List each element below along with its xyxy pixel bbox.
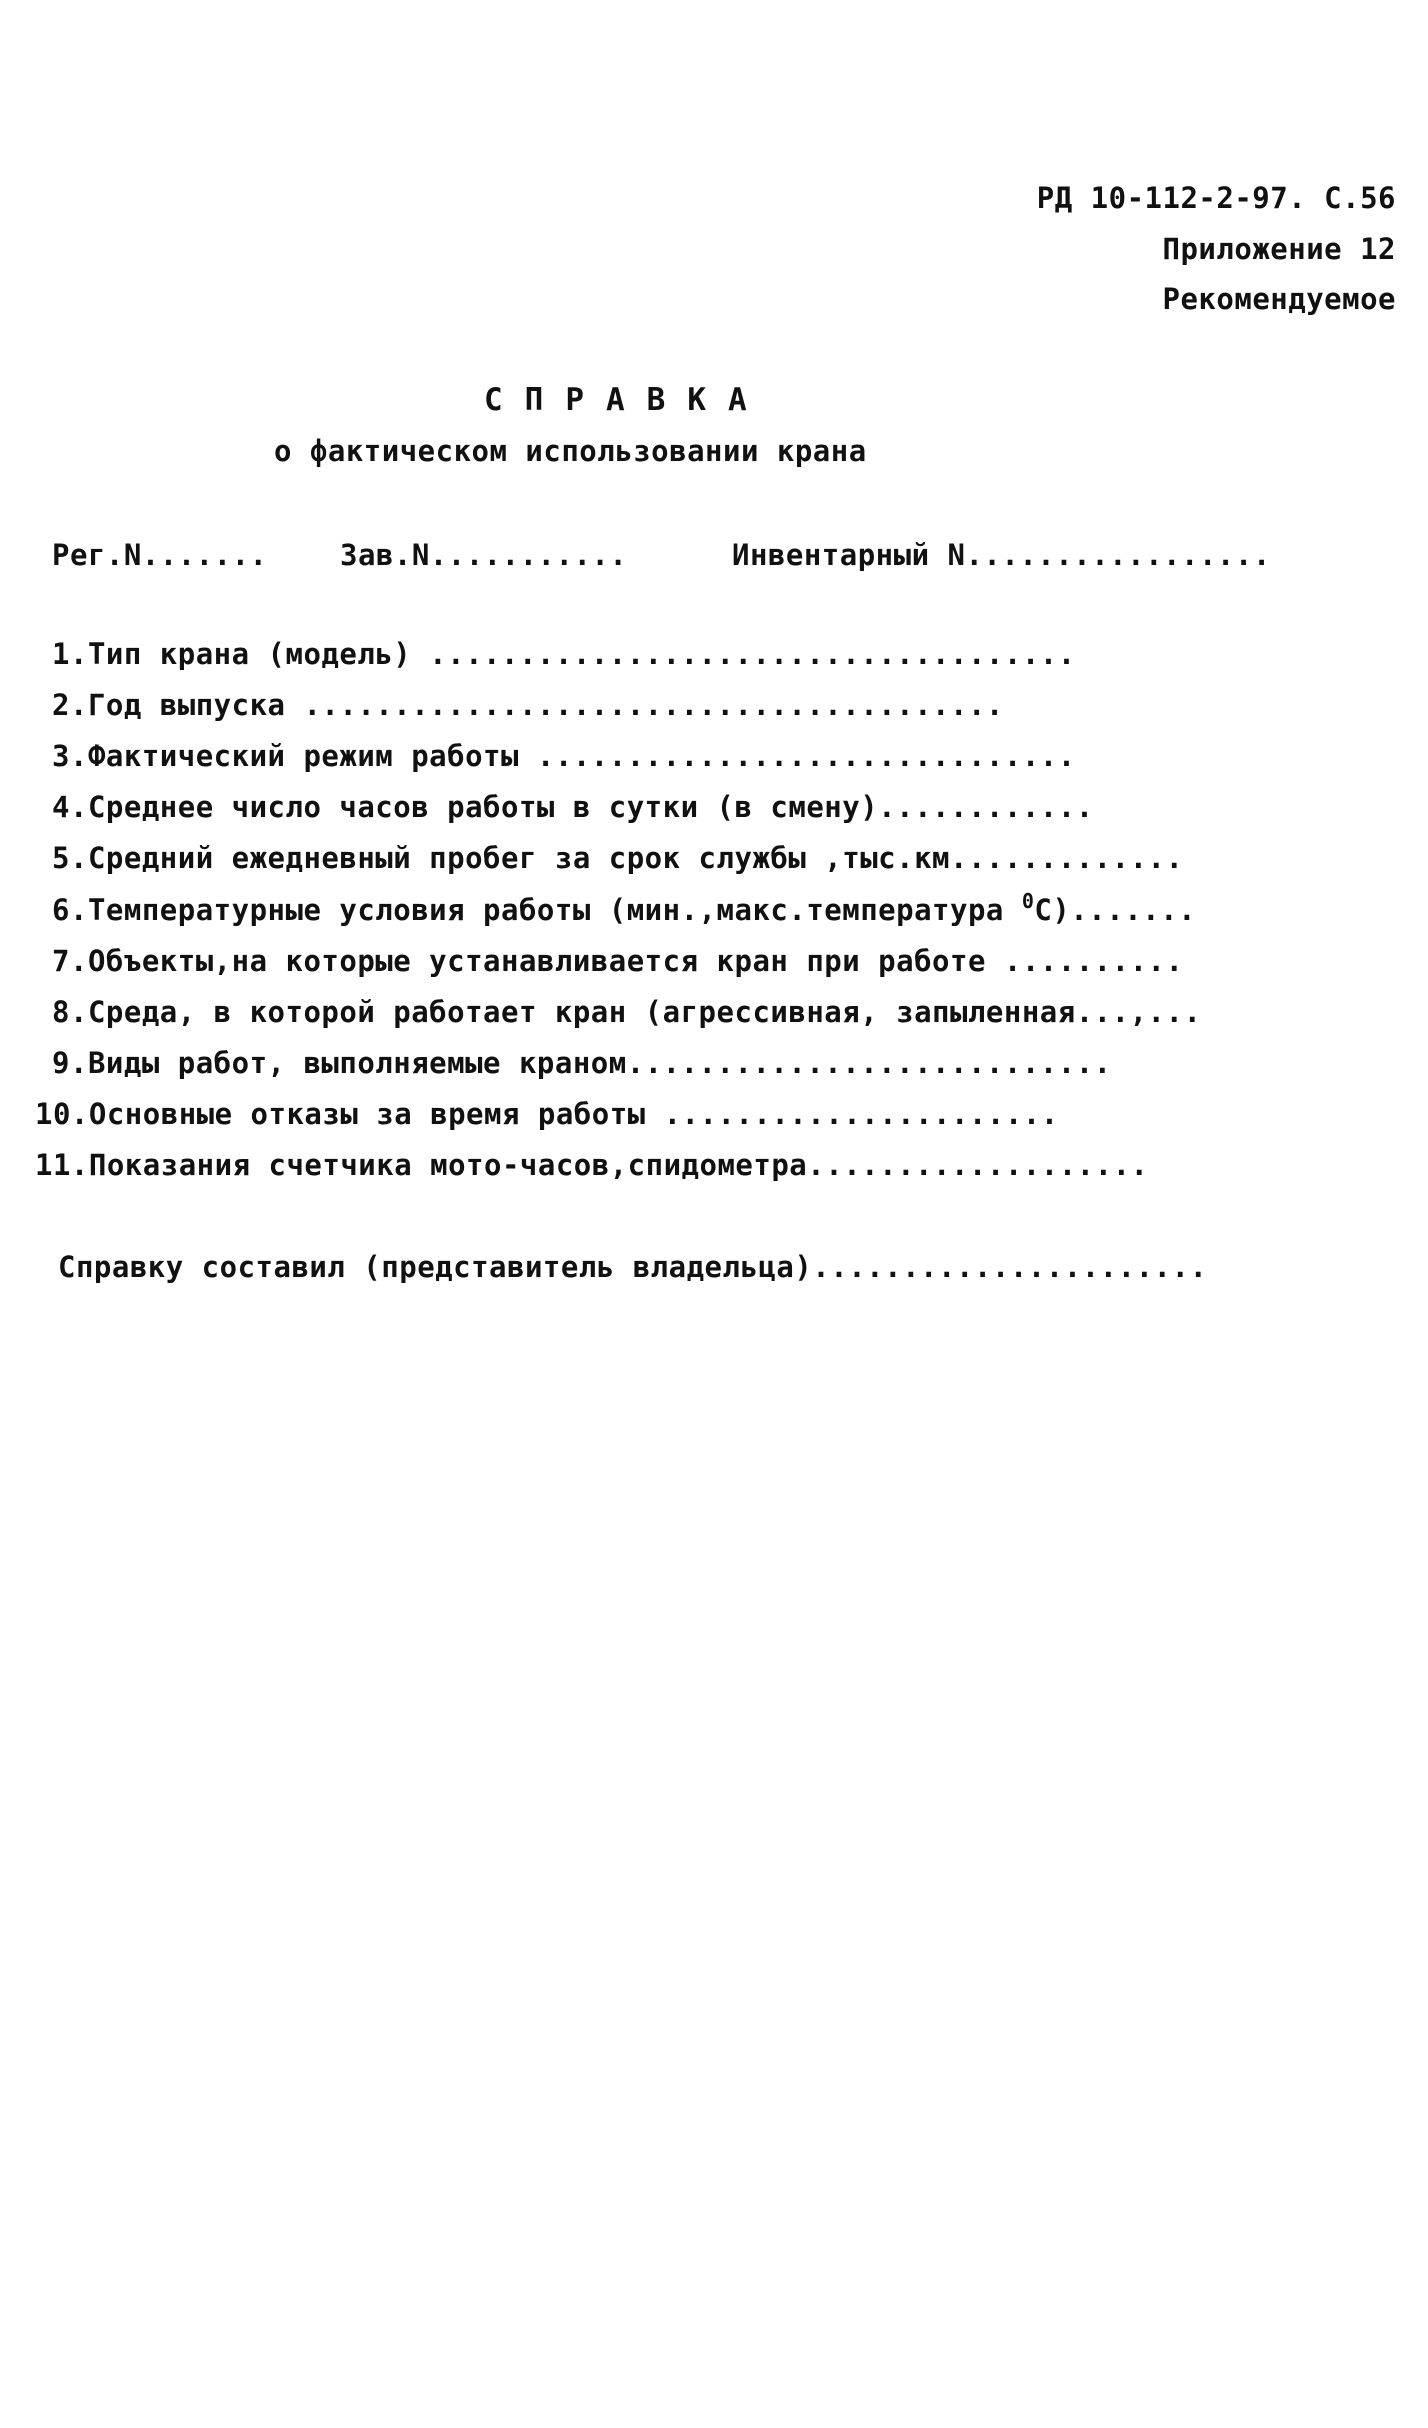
item-number: 10 — [35, 1097, 71, 1131]
item-number: 9 — [52, 1046, 70, 1080]
item-number: 7 — [52, 944, 70, 978]
factory-number-field: Зав.N........... — [340, 538, 628, 572]
recommendation-status: Рекомендуемое — [1162, 282, 1396, 316]
item-number: 1 — [52, 637, 70, 671]
document-reference: РД 10-112-2-97. С.56 — [1036, 181, 1396, 215]
list-item: 10.Основные отказы за время работы ...................... — [35, 1097, 1059, 1131]
item-text: Объекты,на которые устанавливается кран при работе .......... — [87, 944, 1184, 978]
list-item: 9.Виды работ, выполняемые краном........................... — [52, 1046, 1112, 1080]
item-text: Год выпуска ....................................... — [87, 688, 1004, 722]
list-item: 11.Показания счетчика мото-часов,спидометра................... — [35, 1148, 1149, 1182]
item-number: 4 — [52, 790, 70, 824]
item-text: Фактический режим работы .............................. — [87, 739, 1076, 773]
item-text-after: С)....... — [1034, 893, 1197, 927]
item-number: 5 — [52, 841, 70, 875]
list-item: 3.Фактический режим работы .............................. — [52, 739, 1076, 773]
item-number: 2 — [52, 688, 70, 722]
item-text: Основные отказы за время работы ...................... — [88, 1097, 1059, 1131]
document-title: СПРАВКА — [484, 382, 769, 418]
inventory-number-field: Инвентарный N................. — [732, 538, 1271, 572]
item-number: 11 — [35, 1148, 71, 1182]
appendix-label: Приложение 12 — [1162, 232, 1396, 266]
degree-superscript: 0 — [1021, 889, 1035, 913]
list-item: 2.Год выпуска ....................................... — [52, 688, 1004, 722]
item-text-before: Температурные условия работы (мин.,макс.температура — [87, 893, 1022, 927]
list-item: 7.Объекты,на которые устанавливается кран при работе .......... — [52, 944, 1184, 978]
item-number: 8 — [52, 995, 70, 1029]
item-text: Среда, в которой работает кран (агрессивная, запыленная...,... — [87, 995, 1202, 1029]
document-subtitle: о фактическом использовании крана — [274, 434, 867, 468]
item-text: Виды работ, выполняемые краном........................... — [87, 1046, 1112, 1080]
list-item: 6.Температурные условия работы (мин.,макс.температура $^0$С)....... — [52, 889, 1197, 927]
list-item: 1.Тип крана (модель) .................................... — [52, 637, 1076, 671]
list-item: 4.Среднее число часов работы в сутки (в смену)............ — [52, 790, 1094, 824]
compiled-by-signature-line: Справку составил (представитель владельца)...................... — [58, 1250, 1208, 1284]
registration-number-field: Рег.N....... — [52, 538, 268, 572]
item-text: Показания счетчика мото-часов,спидометра................... — [88, 1148, 1149, 1182]
item-text: Тип крана (модель) .................................... — [87, 637, 1076, 671]
item-number: 6 — [52, 893, 70, 927]
item-text: Средний ежедневный пробег за срок службы ,тыс.км............. — [87, 841, 1184, 875]
item-text: Среднее число часов работы в сутки (в смену)............ — [87, 790, 1094, 824]
list-item: 5.Средний ежедневный пробег за срок службы ,тыс.км............. — [52, 841, 1184, 875]
list-item: 8.Среда, в которой работает кран (агрессивная, запыленная...,... — [52, 995, 1202, 1029]
item-number: 3 — [52, 739, 70, 773]
